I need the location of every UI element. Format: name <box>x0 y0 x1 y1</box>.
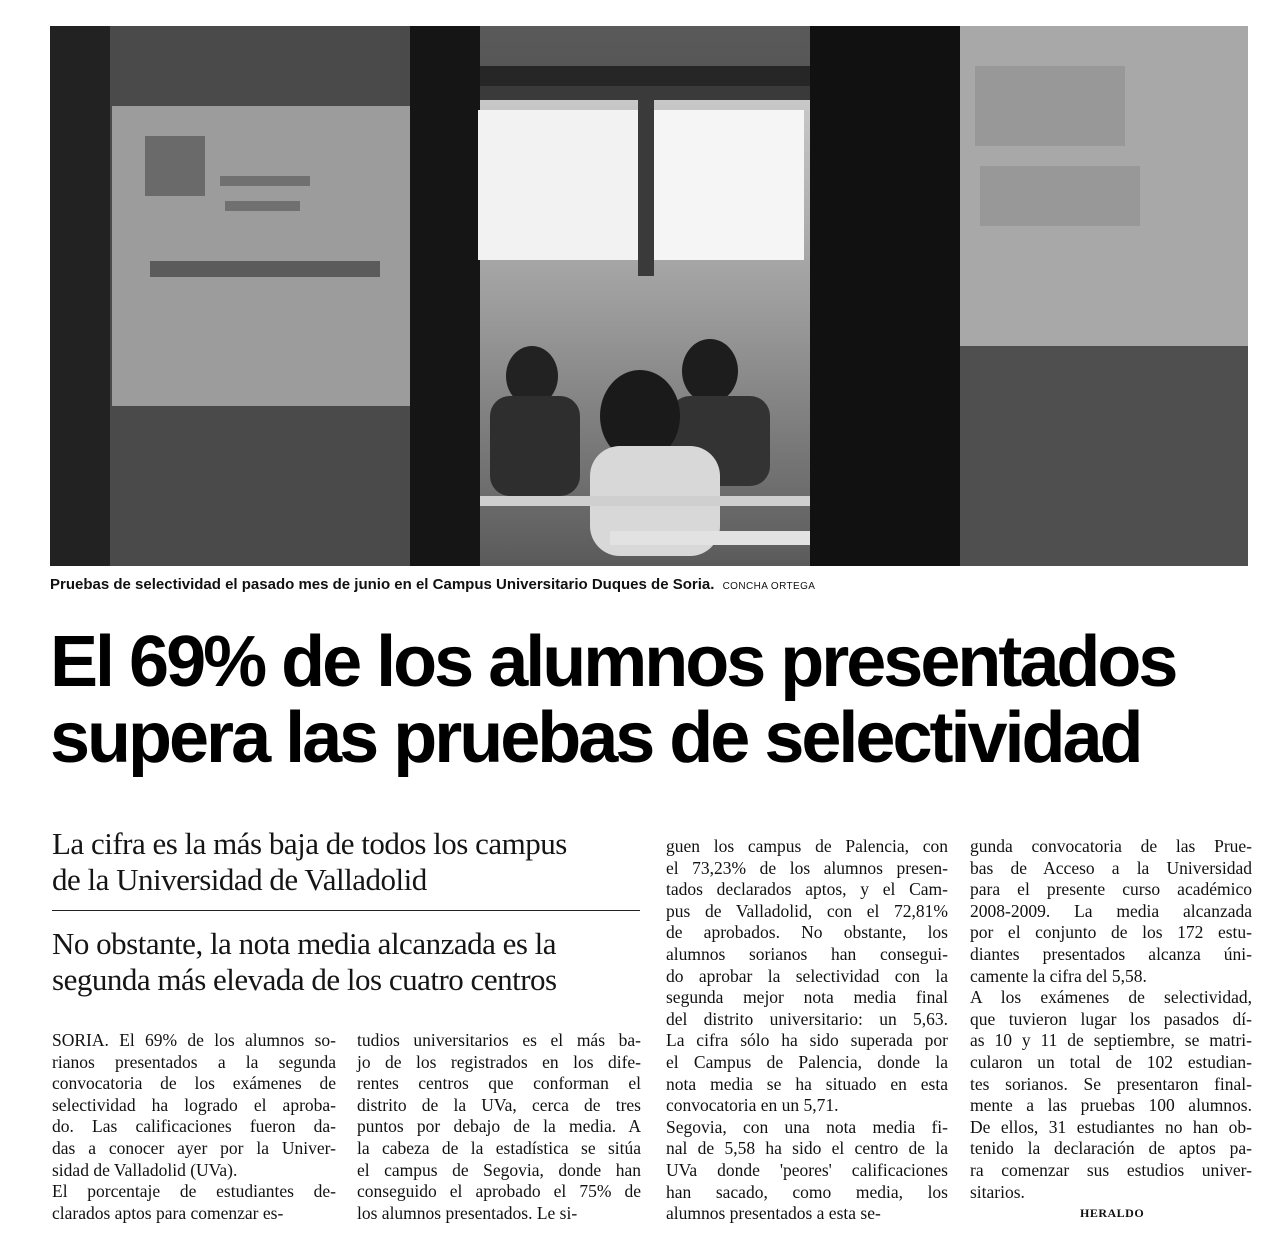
body-line: do. Las calificaciones fueron da- <box>52 1116 336 1137</box>
body-line: 2008-2009. La media alcanzada <box>970 900 1252 921</box>
body-line: ra comenzar sus estudios univer- <box>970 1159 1252 1180</box>
body-line: diantes presentados alcanza úni- <box>970 943 1252 964</box>
photo-illustration <box>50 26 1248 566</box>
subheadline-second <box>52 926 642 998</box>
body-line: do aprobar la selectividad con la <box>666 965 948 986</box>
body-line: la cabeza de la estadística se sitúa <box>357 1137 641 1158</box>
body-line: selectividad ha logrado el aproba- <box>52 1094 336 1115</box>
body-line: El porcentaje de estudiantes de- <box>52 1181 336 1202</box>
body-line: pus de Valladolid, con el 72,81% <box>666 900 948 921</box>
body-line: rentes centros que conforman el <box>357 1073 641 1094</box>
body-line: das a conocer ayer por la Univer- <box>52 1137 336 1158</box>
subheadline-first-line-2: de la Universidad de Valladolid <box>52 862 427 897</box>
body-line: A los exámenes de selectividad, <box>970 987 1252 1008</box>
body-column-2 <box>357 1030 641 1224</box>
body-line: el 73,23% de los alumnos presen- <box>666 857 948 878</box>
body-line: alumnos presentados a esta se- <box>666 1203 881 1224</box>
body-line: UVa donde 'peores' calificaciones <box>666 1159 948 1180</box>
subheadline-first-line-1: La cifra es la más baja de todos los campus <box>52 826 567 861</box>
body-line: La cifra sólo ha sido superada por <box>666 1030 948 1051</box>
body-line: SORIA. El 69% de los alumnos so- <box>52 1030 336 1050</box>
body-line: De ellos, 31 estudiantes no han ob- <box>970 1116 1252 1137</box>
body-line: nota media se ha situado en esta <box>666 1073 948 1094</box>
body-line: jo de los registrados en los dife- <box>357 1051 641 1072</box>
body-line: de aprobados. No obstante, los <box>666 922 948 943</box>
body-line: distrito de la UVa, cerca de tres <box>357 1094 641 1115</box>
body-line: nal de 5,58 ha sido el centro de la <box>666 1138 948 1159</box>
body-column-4 <box>970 836 1252 1203</box>
body-line: tudios universitarios es el más ba- <box>357 1030 641 1050</box>
body-line: guen los campus de Palencia, con <box>666 836 948 856</box>
body-line: camente la cifra del 5,58. <box>970 965 1147 986</box>
subheadline-first <box>52 826 642 898</box>
body-line: bas de Acceso a la Universidad <box>970 857 1252 878</box>
body-line: tenido la declaración de aptos pa- <box>970 1138 1252 1159</box>
body-line: puntos por debajo de la media. A <box>357 1116 641 1137</box>
body-line: sidad de Valladolid (UVa). <box>52 1159 238 1180</box>
body-line: conseguido el aprobado el 75% de <box>357 1181 641 1202</box>
caption-text: Pruebas de selectividad el pasado mes de junio en el Campus Universitario Duques de Soria. <box>50 576 715 593</box>
subheadline-second-line-1: No obstante, la nota media alcanzada es la <box>52 926 557 961</box>
body-line: tados declarados aptos, y el Cam- <box>666 879 948 900</box>
body-line: rianos presentados a la segunda <box>52 1051 336 1072</box>
body-line: sitarios. <box>970 1181 1025 1202</box>
deck-divider <box>52 910 640 911</box>
body-line: que tuvieron lugar los pasados dí- <box>970 1008 1252 1029</box>
body-line: convocatoria de los exámenes de <box>52 1073 336 1094</box>
headline-line-2: supera las pruebas de selectividad <box>50 698 1141 778</box>
body-line: gunda convocatoria de las Prue- <box>970 836 1252 856</box>
headline <box>50 624 1250 776</box>
body-line: han sacado, como media, los <box>666 1181 948 1202</box>
body-line: Segovia, con una nota media fi- <box>666 1116 948 1137</box>
body-line: as 10 y 11 de septiembre, se matri- <box>970 1030 1252 1051</box>
body-line: para el presente curso académico <box>970 879 1252 900</box>
body-column-1 <box>52 1030 336 1224</box>
body-line: el Campus de Palencia, donde la <box>666 1051 948 1072</box>
body-column-3 <box>666 836 948 1225</box>
body-line: mente a las pruebas 100 alumnos. <box>970 1095 1252 1116</box>
body-line: segunda mejor nota media final <box>666 987 948 1008</box>
photo-credit: CONCHA ORTEGA <box>722 581 816 592</box>
signature: HERALDO <box>1080 1206 1145 1220</box>
photo-caption <box>50 576 1250 598</box>
body-line: convocatoria en un 5,71. <box>666 1095 839 1116</box>
headline-line-1: El 69% de los alumnos presentados <box>50 622 1176 702</box>
body-line: los alumnos presentados. Le si- <box>357 1202 578 1223</box>
body-line: cularon un total de 102 estudian- <box>970 1051 1252 1072</box>
body-line: del distrito universitario: un 5,63. <box>666 1008 948 1029</box>
body-line: alumnos sorianos han consegui- <box>666 943 948 964</box>
body-line: el campus de Segovia, donde han <box>357 1159 641 1180</box>
body-line: por el conjunto de los 172 estu- <box>970 922 1252 943</box>
exam-room-photo <box>50 26 1248 566</box>
body-line: tes sorianos. Se presentaron final- <box>970 1073 1252 1094</box>
subheadline-second-line-2: segunda más elevada de los cuatro centros <box>52 962 557 997</box>
body-line: clarados aptos para comenzar es- <box>52 1202 284 1223</box>
